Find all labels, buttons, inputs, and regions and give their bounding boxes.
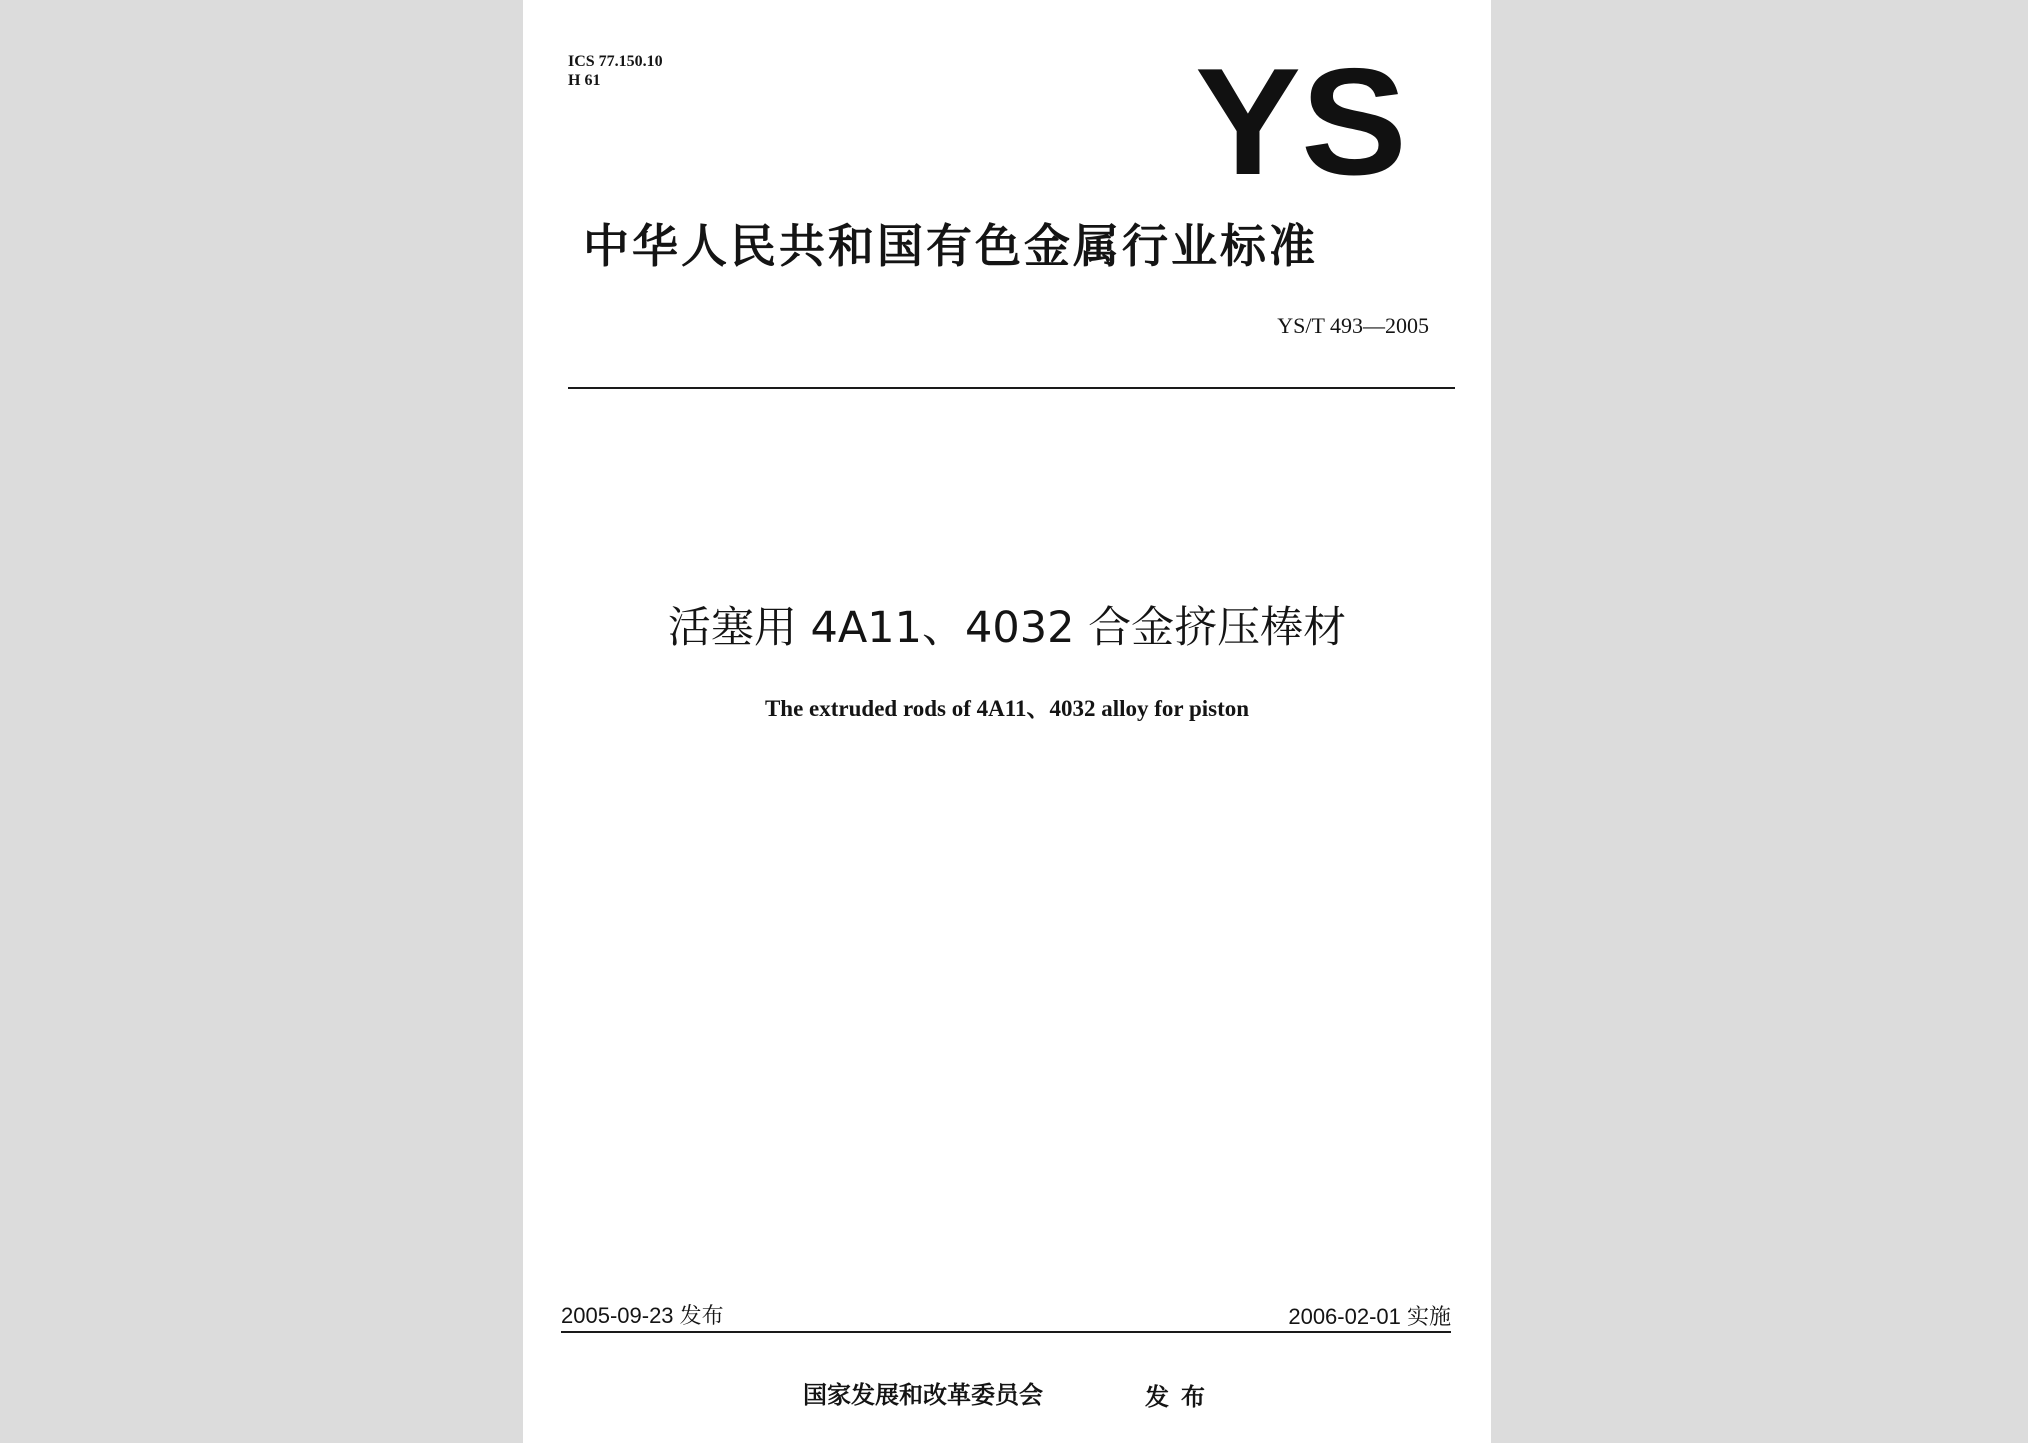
implementation-date: 2006-02-01 实施 [1288, 1304, 1451, 1329]
document-title-zh: 活塞用 4A11、4032 合金挤压棒材 [667, 603, 1347, 653]
classification-codes [568, 52, 663, 90]
standard-number: YS/T 493—2005 [1277, 313, 1429, 338]
issuing-action: 发布 [1145, 1383, 1217, 1411]
issue-date: 2005-09-23 发布 [561, 1303, 724, 1328]
ccs-code: H 61 [568, 72, 601, 89]
ics-code: ICS 77.150.10 [568, 53, 663, 70]
standard-cover-page [523, 0, 1491, 1443]
bottom-divider [561, 1331, 1451, 1333]
document-title-en: The extruded rods of 4A11、4032 alloy for piston [764, 696, 1250, 721]
top-divider [568, 387, 1455, 389]
issuing-authority: 国家发展和改革委员会 [803, 1381, 1043, 1409]
ys-logo [1181, 44, 1421, 184]
industry-standard-title: 中华人民共和国有色金属行业标准 [583, 219, 1318, 273]
ys-logo-text: YS [1195, 44, 1407, 184]
